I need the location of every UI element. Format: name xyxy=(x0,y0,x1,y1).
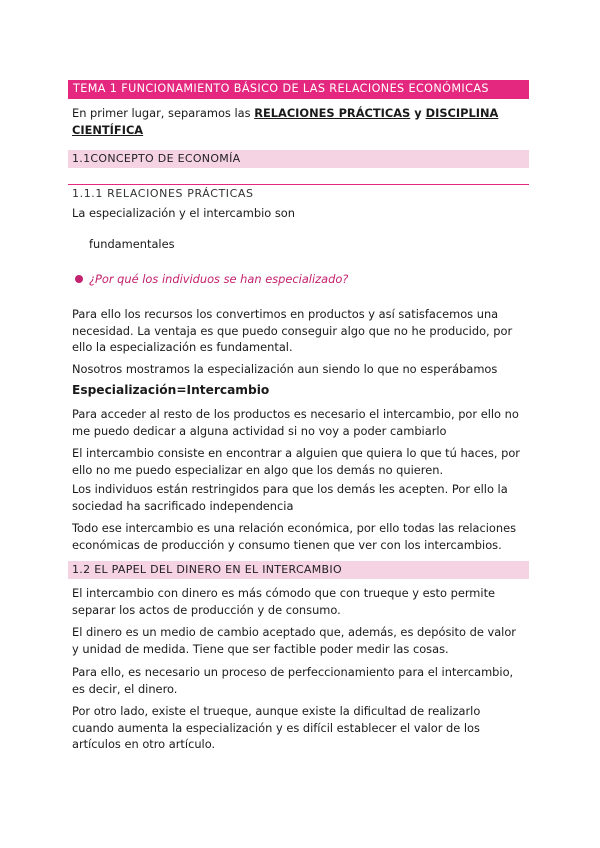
section-heading-1-2-text: 1.2 EL PAPEL DEL DINERO EN EL INTERCAMBIO xyxy=(72,563,342,576)
fundamentales-line: fundamentales xyxy=(89,237,175,251)
especializacion-line: La especialización y el intercambio son xyxy=(72,206,295,220)
paragraph-individuos: Los individuos están restringidos para que los demás les acepten. Por ello la sociedad ha sacrificado independencia xyxy=(72,482,508,513)
intro-term-disciplina: DISCIPLINA CIENTÍFICA xyxy=(72,106,499,137)
equation-especializacion-intercambio: Especialización=Intercambio xyxy=(72,383,270,397)
intro-term-relaciones: RELACIONES PRÁCTICAS xyxy=(254,106,411,120)
paragraph-nosotros: Nosotros mostramos la especialización aun siendo lo que no esperábamos xyxy=(72,362,498,376)
paragraph-medio-de-cambio: El dinero es un medio de cambio aceptado que, además, es depósito de valor y unidad de medida. Tiene que ser factible poder medir las cosas. xyxy=(72,625,516,656)
subsection-rule xyxy=(68,184,529,185)
paragraph-relacion-economica: Todo ese intercambio es una relación económica, por ello todas las relaciones económicas de producción y consumo tienen que ver con los intercambios. xyxy=(72,521,517,552)
intro-paragraph xyxy=(72,105,524,138)
subsection-heading-1-1-1: 1.1.1 RELACIONES PRÁCTICAS xyxy=(72,187,254,200)
paragraph-acceder: Para acceder al resto de los productos es necesario el intercambio, por ello no me puedo dedicar a alguna actividad si no voy a poder cambiarlo xyxy=(72,407,519,438)
paragraph-recursos: Para ello los recursos los convertimos en productos y así satisfacemos una necesidad. La ventaja es que puedo conseguir algo que no he producido, por ello la especialización es fundamental. xyxy=(72,307,513,354)
paragraph-intercambio-consiste: El intercambio consiste en encontrar a alguien que quiera lo que tú haces, por ello no me puedo especializar en algo que los demás no quieren. xyxy=(72,446,520,477)
bullet-dot-icon xyxy=(75,275,83,283)
intro-lead: En primer lugar, separamos las xyxy=(72,106,255,120)
paragraph-perfeccionamiento: Para ello, es necesario un proceso de perfeccionamiento para el intercambio, es decir, el dinero. xyxy=(72,665,514,696)
document-title: TEMA 1 FUNCIONAMIENTO BÁSICO DE LAS RELACIONES ECONÓMICAS xyxy=(73,82,489,95)
question-text: ¿Por qué los individuos se han especializado? xyxy=(89,272,349,286)
document-title-bar xyxy=(68,80,529,99)
section-heading-1-2 xyxy=(68,561,529,579)
intro-join: y xyxy=(410,106,426,120)
section-heading-1-1 xyxy=(68,150,529,168)
question-bullet xyxy=(75,271,527,288)
section-heading-1-1-text: 1.1CONCEPTO DE ECONOMÍA xyxy=(72,152,241,165)
paragraph-trueque: Por otro lado, existe el trueque, aunque existe la dificultad de realizarlo cuando aumenta la especialización y es difícil establecer el valor de los artículos en otro artículo. xyxy=(72,704,481,751)
paragraph-dinero-comodo: El intercambio con dinero es más cómodo que con trueque y esto permite separar los actos de producción y de consumo. xyxy=(72,586,496,617)
